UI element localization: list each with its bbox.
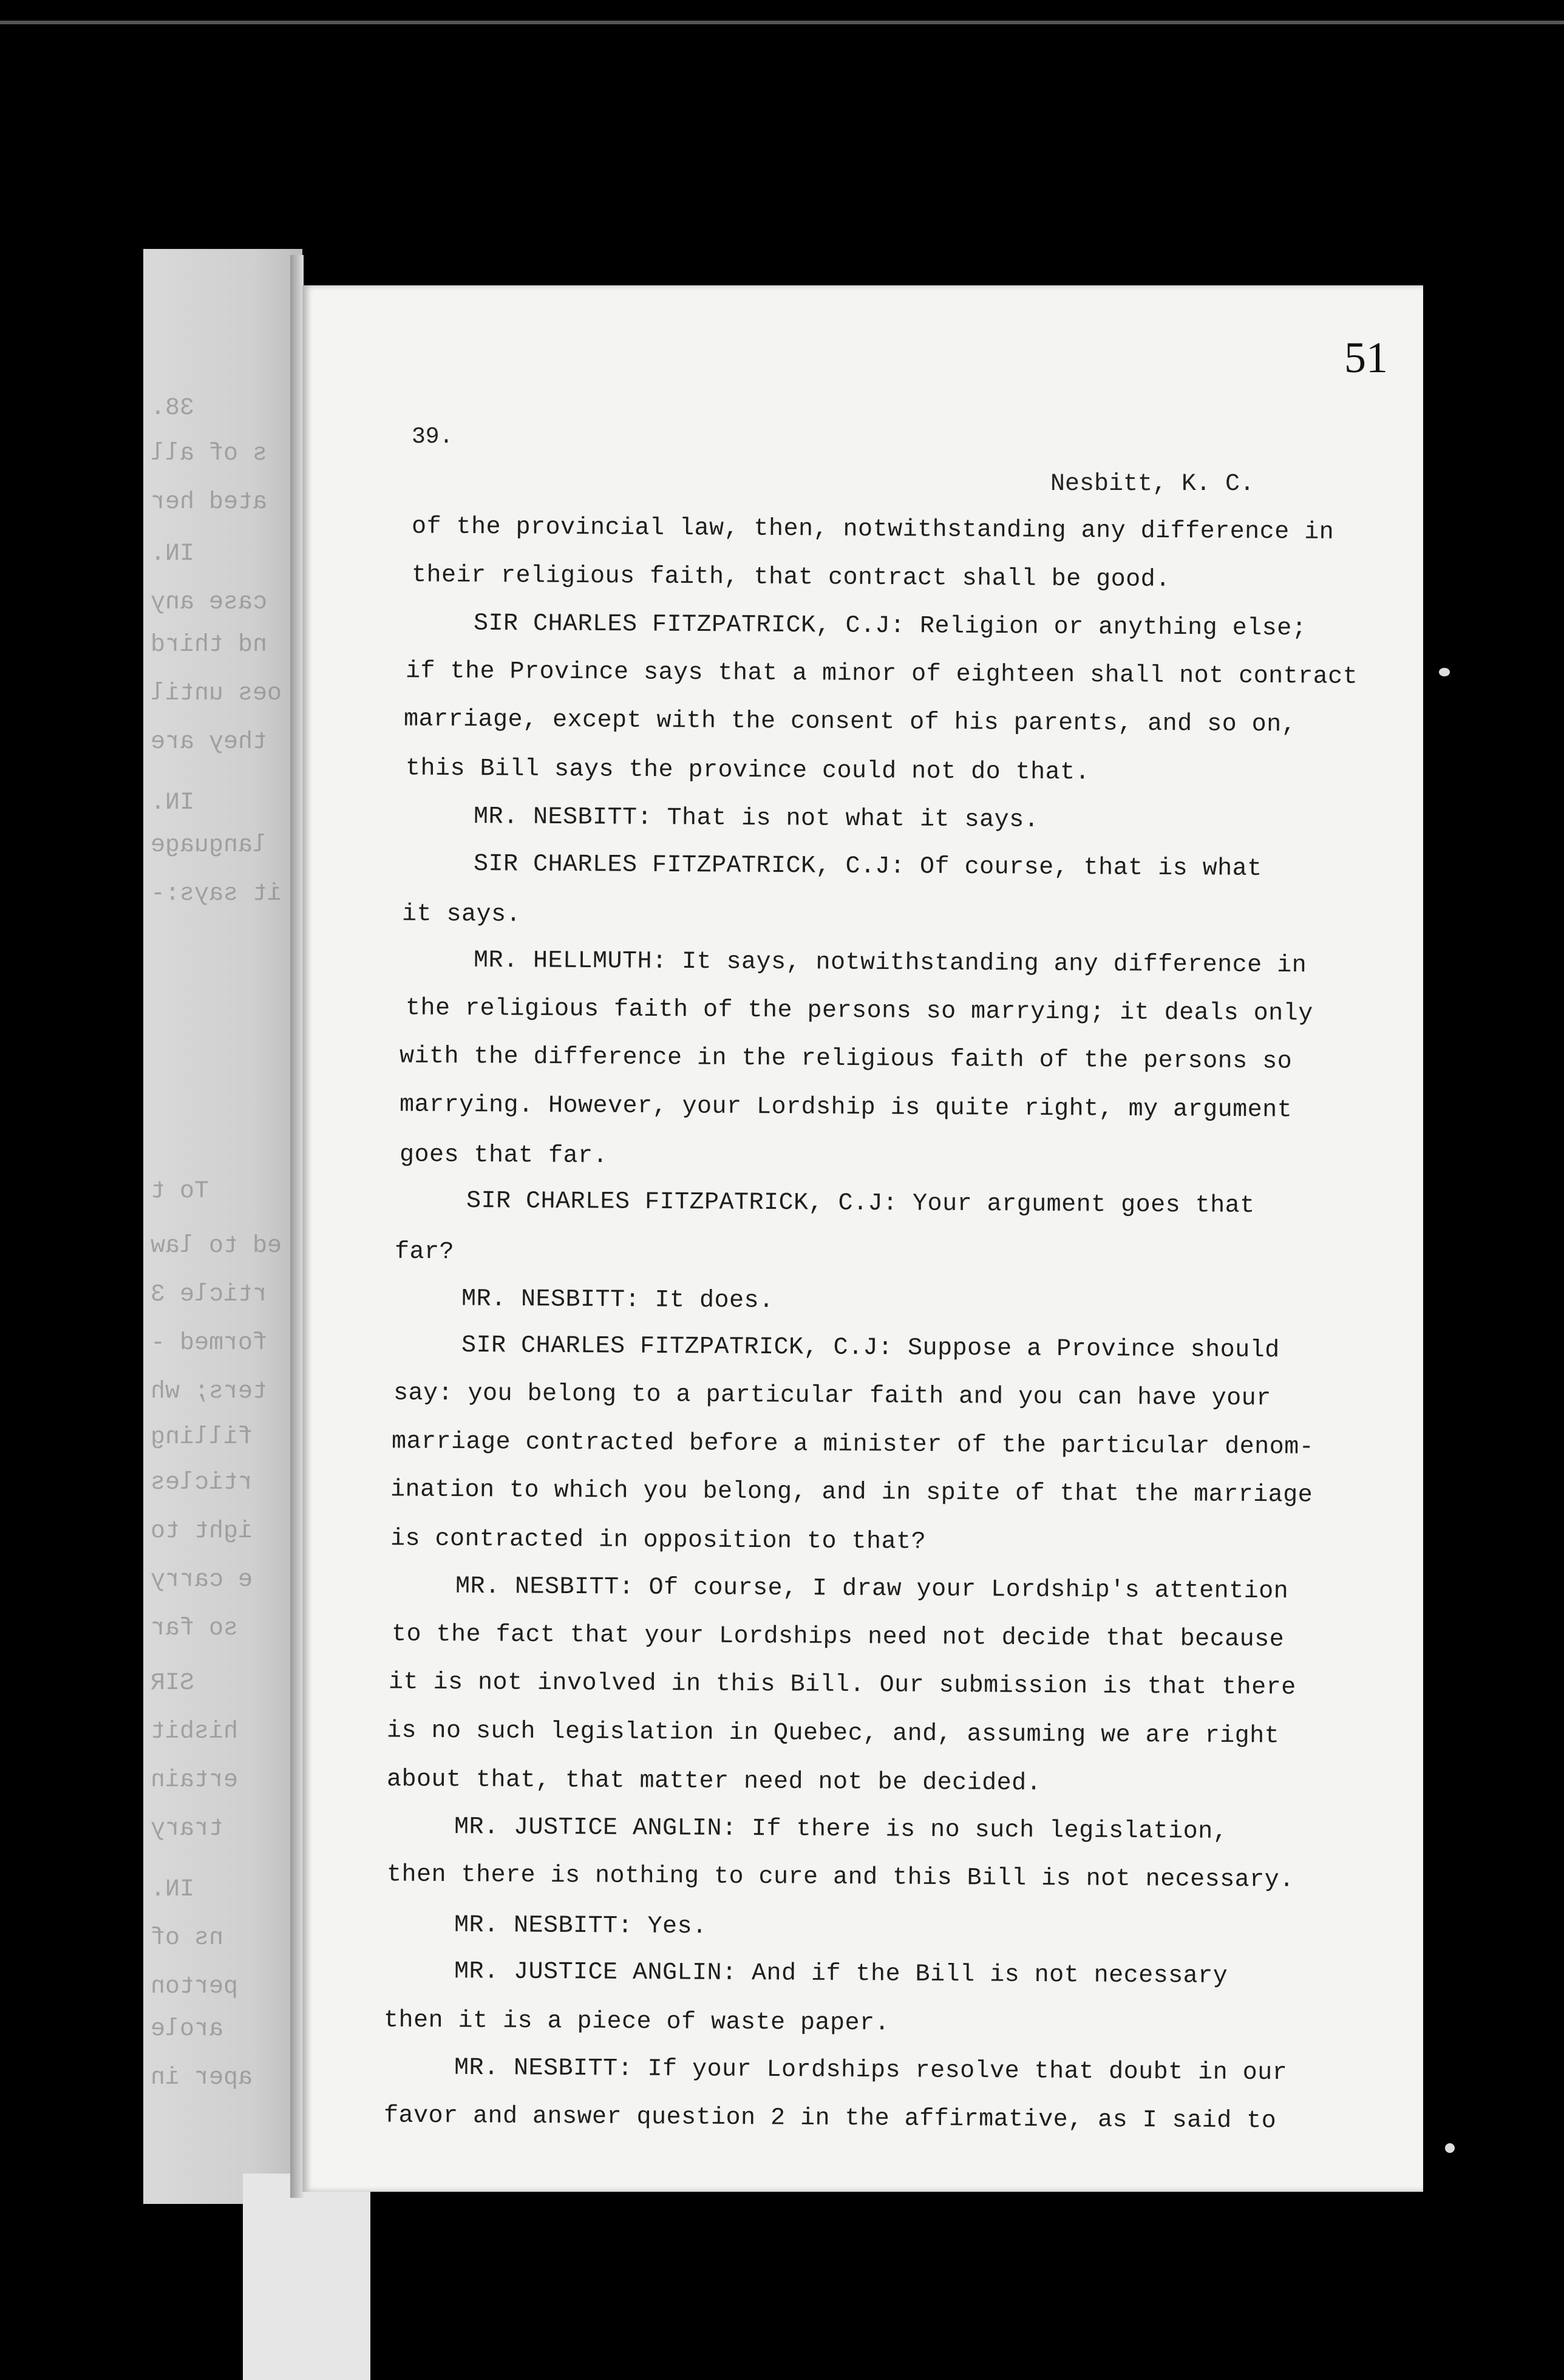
previous-page-fragment: aper in [151, 2064, 253, 2092]
previous-page-fragment: oes until [151, 680, 282, 707]
previous-page-fragment: so far [151, 1615, 239, 1642]
transcript-line: if the Province says that a minor of eighteen shall not contract [405, 658, 1358, 691]
previous-page-fragment: s of all [151, 440, 268, 467]
transcript-line: is no such legislation in Quebec, and, assuming we are right [386, 1717, 1280, 1750]
transcript-line: ination to which you belong, and in spite of that the marriage [390, 1476, 1313, 1509]
transcript-line: of the provincial law, then, notwithstanding any difference in [411, 513, 1334, 546]
previous-page-fragment: IN. [151, 540, 195, 568]
previous-page-fragment: ters; wh [151, 1378, 268, 1406]
transcript-line: marriage contracted before a minister of the particular denom- [391, 1428, 1314, 1461]
previous-page-fragment: ight to [151, 1518, 253, 1545]
transcript-line: the religious faith of the persons so marrying; it deals only [405, 994, 1313, 1028]
page-number: 51 [1344, 333, 1388, 382]
transcript-line: marriage, except with the consent of his parents, and so on, [403, 706, 1297, 739]
previous-page-fragment: formed - [151, 1330, 268, 1357]
previous-page-fragment: rticle 3 [151, 1281, 268, 1308]
transcript-line: SIR CHARLES FITZPATRICK, C.J: Religion or anything else; [473, 610, 1307, 643]
previous-page-fragment: they are [151, 729, 268, 756]
previous-page-fragment: case any [151, 589, 268, 616]
transcript-line: this Bill says the province could not do that. [405, 755, 1090, 787]
transcript-line: it is not involved in this Bill. Our submission is that there [388, 1668, 1296, 1702]
previous-page-fragment: 38. [151, 395, 195, 422]
transcript-line: MR. JUSTICE ANGLIN: And if the Bill is not necessary [454, 1958, 1228, 1990]
transcript-line: MR. HELLMUTH: It says, notwithstanding any difference in [473, 947, 1307, 980]
transcript-line: SIR CHARLES FITZPATRICK, C.J: Your argument goes that [466, 1188, 1255, 1220]
transcript-line: MR. NESBITT: Yes. [454, 1911, 707, 1941]
previous-page-edge [143, 249, 302, 2204]
transcript-line: then there is nothing to cure and this Bill is not necessary. [386, 1861, 1294, 1894]
speck [1439, 668, 1450, 676]
previous-page-fragment: filling [151, 1424, 253, 1451]
transcript-line: with the difference in the religious faith of the persons so [399, 1042, 1293, 1076]
previous-page-fragment: perton [151, 1973, 239, 2001]
transcript-line: MR. NESBITT: That is not what it says. [473, 803, 1039, 834]
previous-page-fragment: it says:- [151, 880, 282, 908]
transcript-line: favor and answer question 2 in the affirmative, as I said to [383, 2102, 1277, 2135]
folio-number: 39. [412, 424, 454, 450]
page-strip [243, 2174, 370, 2380]
previous-page-fragment: SIR [151, 1670, 195, 1697]
previous-page-fragment: ns of [151, 1925, 224, 1952]
transcript-line: MR. NESBITT: If your Lordships resolve that doubt in our [454, 2054, 1288, 2087]
previous-page-fragment: To t [151, 1178, 209, 1205]
transcript-line: then it is a piece of waste paper. [383, 2007, 890, 2038]
previous-page-fragment: trary [151, 1815, 224, 1843]
transcript-line: far? [394, 1238, 455, 1266]
previous-page-fragment: ertain [151, 1767, 239, 1794]
transcript-line: MR. NESBITT: It does. [461, 1285, 774, 1315]
counsel-heading: Nesbitt, K. C. [1050, 471, 1255, 498]
previous-page-fragment: arole [151, 2016, 224, 2043]
transcript-line: it says. [401, 900, 522, 929]
transcript-line: MR. NESBITT: Of course, I draw your Lordship's attention [455, 1572, 1289, 1606]
transcript-line: SIR CHARLES FITZPATRICK, C.J: Suppose a Province should [461, 1331, 1280, 1365]
transcript-line: to the fact that your Lordships need not decide that because [391, 1620, 1285, 1654]
previous-page-fragment: IN. [151, 1876, 195, 1903]
previous-page-fragment: nd third [151, 631, 268, 659]
transcript-line: about that, that matter need not be decided. [386, 1766, 1042, 1798]
transcript-line: say: you belong to a particular faith and you can have your [393, 1379, 1271, 1413]
previous-page-fragment: IN. [151, 789, 195, 817]
transcript-line: their religious faith, that contract shall be good. [411, 562, 1171, 594]
book-spine-shadow [290, 255, 304, 2198]
previous-page-fragment: e carry [151, 1566, 253, 1594]
transcript-line: goes that far. [399, 1141, 608, 1171]
previous-page-fragment: rticles [151, 1469, 253, 1497]
transcript-line: SIR CHARLES FITZPATRICK, C.J: Of course, that is what [473, 851, 1262, 883]
transcript-line: MR. JUSTICE ANGLIN: If there is no such legislation, [454, 1814, 1228, 1846]
previous-page-fragment: ed to law [151, 1232, 282, 1260]
transcript-line: is contracted in opposition to that? [390, 1525, 926, 1556]
speck [1445, 2143, 1455, 2153]
film-frame-edge [0, 21, 1564, 24]
previous-page-fragment: ated her [151, 489, 268, 516]
previous-page-fragment: language [151, 832, 268, 859]
previous-page-fragment: hisbit [151, 1718, 239, 1746]
transcript-line: marrying. However, your Lordship is quite right, my argument [399, 1091, 1293, 1124]
